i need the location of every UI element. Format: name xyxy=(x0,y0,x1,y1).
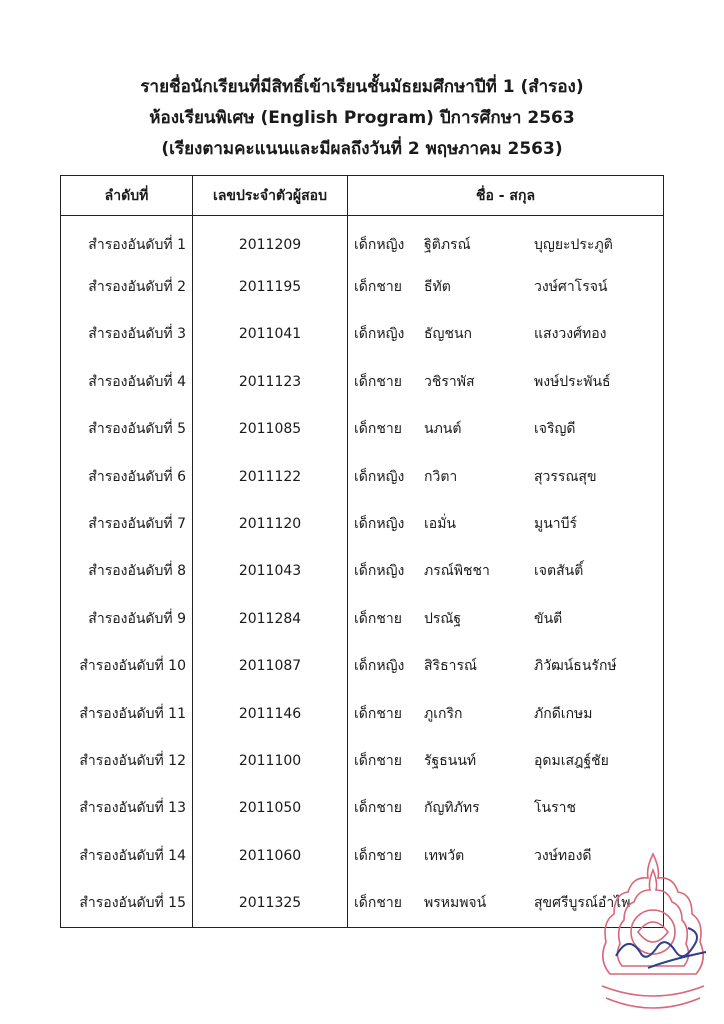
exam-id-cell: 2011195 xyxy=(193,263,348,310)
exam-id-cell: 2011123 xyxy=(193,358,348,405)
first-name: ภรณ์พิชชา xyxy=(424,563,490,580)
heading-line-3: (เรียงตามคะแนนและมีผลถึงวันที่ 2 พฤษภาคม 2563) xyxy=(161,139,563,159)
name-cell xyxy=(348,216,664,264)
last-name: ขันตี xyxy=(534,610,563,627)
first-name: ฐิติภรณ์ xyxy=(424,236,471,253)
school-seal-icon xyxy=(588,848,718,1018)
rank-cell: สำรองอันดับที่ 13 xyxy=(61,785,193,832)
name-cell xyxy=(348,690,664,737)
name-prefix: เด็กหญิง xyxy=(354,236,405,253)
exam-id-cell: 2011325 xyxy=(193,879,348,927)
first-name: กัญทิภัทร xyxy=(424,800,480,817)
table-row xyxy=(61,311,664,358)
first-name: ธัญชนก xyxy=(424,326,473,343)
rank-cell: สำรองอันดับที่ 8 xyxy=(61,548,193,595)
name-prefix: เด็กชาย xyxy=(354,279,402,296)
name-cell xyxy=(348,311,664,358)
last-name: มูนาบีร์ xyxy=(534,516,578,533)
name-cell xyxy=(348,406,664,453)
name-cell xyxy=(348,263,664,310)
last-name: พงษ์ประพันธ์ xyxy=(534,373,611,390)
last-name: แสงวงศ์ทอง xyxy=(534,326,607,343)
name-cell xyxy=(348,643,664,690)
name-prefix: เด็กชาย xyxy=(354,800,402,817)
header-rank: ลำดับที่ xyxy=(61,176,193,216)
first-name: นภนต์ xyxy=(424,421,462,438)
exam-id-cell: 2011284 xyxy=(193,595,348,642)
name-prefix: เด็กชาย xyxy=(354,752,402,769)
last-name: สุวรรณสุข xyxy=(534,468,597,485)
last-name: วงษ์ทองดี xyxy=(534,847,592,864)
table-row xyxy=(61,737,664,784)
first-name: เอมั่น xyxy=(424,516,456,533)
name-prefix: เด็กชาย xyxy=(354,705,402,722)
rank-cell: สำรองอันดับที่ 5 xyxy=(61,406,193,453)
table-row xyxy=(61,216,664,264)
table-row xyxy=(61,785,664,832)
last-name: วงษ์ศาโรจน์ xyxy=(534,279,608,296)
rank-cell: สำรองอันดับที่ 4 xyxy=(61,358,193,405)
table-row xyxy=(61,595,664,642)
exam-id-cell: 2011146 xyxy=(193,690,348,737)
table-row xyxy=(61,879,664,927)
last-name: อุดมเสฎฐ์ชัย xyxy=(534,752,609,769)
last-name: เจริญดี xyxy=(534,421,576,438)
name-cell xyxy=(348,500,664,547)
first-name: กวิตา xyxy=(424,468,458,485)
name-prefix: เด็กหญิง xyxy=(354,326,405,343)
rank-cell: สำรองอันดับที่ 3 xyxy=(61,311,193,358)
exam-id-cell: 2011043 xyxy=(193,548,348,595)
table-row xyxy=(61,500,664,547)
table-row xyxy=(61,263,664,310)
exam-id-cell: 2011120 xyxy=(193,500,348,547)
name-cell xyxy=(348,548,664,595)
exam-id-cell: 2011085 xyxy=(193,406,348,453)
table-body xyxy=(61,216,664,928)
name-prefix: เด็กหญิง xyxy=(354,468,405,485)
first-name: ภูเกริก xyxy=(424,705,463,722)
rank-cell: สำรองอันดับที่ 10 xyxy=(61,643,193,690)
first-name: พรหมพจน์ xyxy=(424,895,487,912)
name-prefix: เด็กชาย xyxy=(354,421,402,438)
name-prefix: เด็กชาย xyxy=(354,373,402,390)
reserve-student-table xyxy=(60,175,664,928)
name-prefix: เด็กชาย xyxy=(354,895,402,912)
document-heading xyxy=(0,72,724,165)
rank-cell: สำรองอันดับที่ 15 xyxy=(61,879,193,927)
name-prefix: เด็กหญิง xyxy=(354,563,405,580)
table-row xyxy=(61,406,664,453)
name-cell xyxy=(348,737,664,784)
exam-id-cell: 2011209 xyxy=(193,216,348,264)
exam-id-cell: 2011122 xyxy=(193,453,348,500)
name-prefix: เด็กหญิง xyxy=(354,658,405,675)
first-name: วชิราพัส xyxy=(424,373,475,390)
header-name: ชื่อ - สกุล xyxy=(348,176,664,216)
exam-id-cell: 2011100 xyxy=(193,737,348,784)
last-name: โนราช xyxy=(534,800,576,817)
last-name: ภิวัฒน์ธนรักษ์ xyxy=(534,658,617,675)
table-row xyxy=(61,453,664,500)
name-cell xyxy=(348,785,664,832)
name-prefix: เด็กชาย xyxy=(354,610,402,627)
name-cell xyxy=(348,453,664,500)
table-row xyxy=(61,548,664,595)
name-prefix: เด็กชาย xyxy=(354,847,402,864)
rank-cell: สำรองอันดับที่ 9 xyxy=(61,595,193,642)
rank-cell: สำรองอันดับที่ 11 xyxy=(61,690,193,737)
exam-id-cell: 2011050 xyxy=(193,785,348,832)
exam-id-cell: 2011060 xyxy=(193,832,348,879)
heading-line-2: ห้องเรียนพิเศษ (English Program) ปีการศึกษา 2563 xyxy=(149,108,575,128)
table-row xyxy=(61,643,664,690)
last-name: ภักดีเกษม xyxy=(534,705,593,722)
rank-cell: สำรองอันดับที่ 6 xyxy=(61,453,193,500)
heading-line-1: รายชื่อนักเรียนที่มีสิทธิ์เข้าเรียนชั้นมัธยมศึกษาปีที่ 1 (สำรอง) xyxy=(140,77,584,97)
table-row xyxy=(61,690,664,737)
exam-id-cell: 2011087 xyxy=(193,643,348,690)
table-row xyxy=(61,358,664,405)
last-name: สุขศรีบูรณ์อำไพ xyxy=(534,895,631,912)
first-name: รัฐธนนท์ xyxy=(424,752,477,769)
rank-cell: สำรองอันดับที่ 7 xyxy=(61,500,193,547)
first-name: ธีทัต xyxy=(424,279,451,296)
last-name: เจตสันติ์ xyxy=(534,563,584,580)
table-row xyxy=(61,832,664,879)
name-cell xyxy=(348,358,664,405)
header-exam-id: เลขประจำตัวผู้สอบ xyxy=(193,176,348,216)
rank-cell: สำรองอันดับที่ 2 xyxy=(61,263,193,310)
table-header-row xyxy=(61,176,664,216)
name-prefix: เด็กหญิง xyxy=(354,516,405,533)
rank-cell: สำรองอันดับที่ 14 xyxy=(61,832,193,879)
exam-id-cell: 2011041 xyxy=(193,311,348,358)
rank-cell: สำรองอันดับที่ 1 xyxy=(61,216,193,264)
first-name: สิริธารณ์ xyxy=(424,658,477,675)
first-name: ปรณัฐ xyxy=(424,610,462,627)
name-cell xyxy=(348,595,664,642)
first-name: เทพวัต xyxy=(424,847,465,864)
last-name: บุญยะประภูติ xyxy=(534,236,613,253)
rank-cell: สำรองอันดับที่ 12 xyxy=(61,737,193,784)
